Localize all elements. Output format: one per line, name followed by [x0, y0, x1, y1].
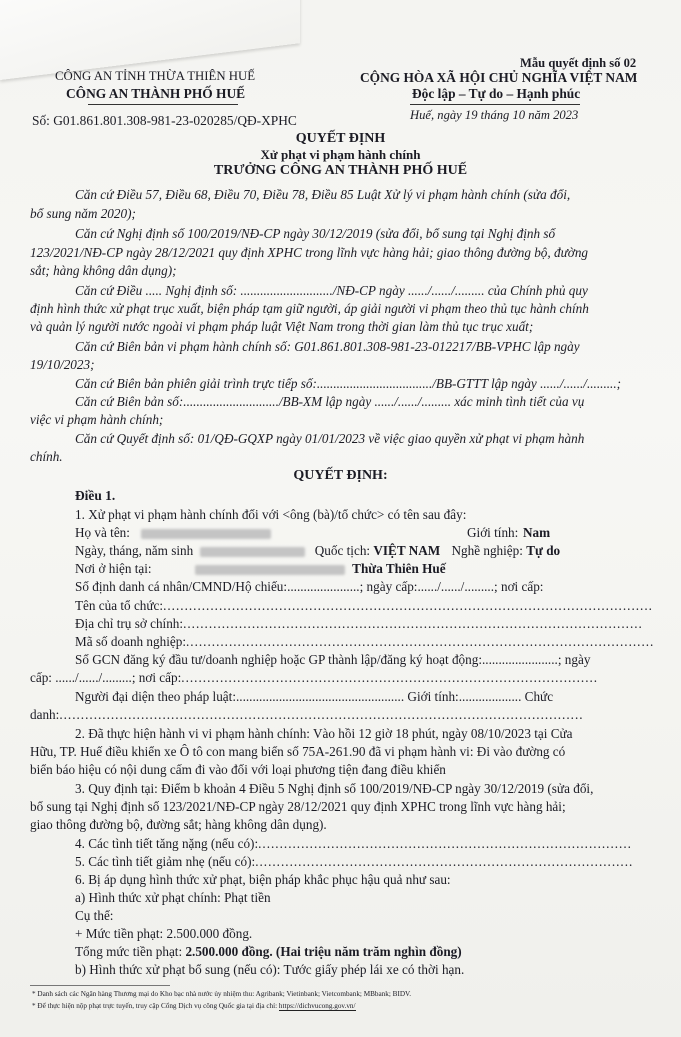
footnote-banks: * Danh sách các Ngân hàng Thương mại do Kho bạc nhà nước ủy nhiệm thu: Agribank; Vietinbank; Vietcombank; MBbank; BIDV. [32, 990, 412, 998]
gcn-row-1: Số GCN đăng ký đầu tư/doanh nghiệp hoặc GP thành lập/đăng ký hoạt động:.......................; ngày [75, 652, 591, 667]
item4-label: 4. Các tình tiết tăng nặng (nếu có): [75, 836, 259, 851]
penalty-amount: + Mức tiền phạt: 2.500.000 đồng. [75, 926, 253, 941]
preamble-line: Căn cứ Biên bản số:............................./BB-XM lập ngày ....../....../......... xác minh tình tiết của vụ [75, 394, 585, 409]
item3-line: bổ sung tại Nghị định số 123/2021/NĐ-CP ngày 28/12/2021 quy định XPHC trong lĩnh vực hàng hải; [30, 799, 566, 814]
preamble-line: Căn cứ Điều 57, Điều 68, Điều 70, Điều 78, Điều 85 Luật Xử lý vi phạm hành chính (sửa đổi, [75, 187, 571, 202]
item5-row: 5. Các tình tiết giảm nhẹ (nếu có):........................................................................................ [75, 854, 634, 869]
penalty-total-row [30, 943, 681, 960]
authority-title: TRƯỞNG CÔNG AN THÀNH PHỐ HUẾ [213, 163, 468, 178]
country-name: CỘNG HÒA XÃ HỘI CHỦ NGHĨA VIỆT NAM [360, 70, 638, 85]
motto-underline [410, 104, 580, 105]
gender-label: Giới tính: [467, 525, 519, 540]
agency-parent: CÔNG AN TỈNH THỪA THIÊN HUẾ [55, 69, 256, 83]
org-name-row: Tên của tổ chức:.................................................................................................................. [75, 598, 653, 613]
id-row: Số định danh cá nhân/CMND/Hộ chiếu:......................; ngày cấp:....../....../.........; nơi cấp: [75, 579, 544, 594]
preamble-line: 19/10/2023; [30, 357, 95, 372]
doc-subtitle: Xử phạt vi phạm hành chính [260, 147, 421, 162]
article-1: Điều 1. [75, 488, 116, 503]
nationality-value: VIỆT NAM [373, 543, 441, 558]
penalty-total-label: Tổng mức tiền phạt: [75, 944, 183, 959]
footnote-divider [30, 985, 170, 986]
name-row [75, 524, 665, 541]
item5-label: 5. Các tình tiết giảm nhẹ (nếu có): [75, 854, 256, 869]
preamble-line: Căn cứ Điều ..... Nghị định số: ............................/NĐ-CP ngày ....../....../......... của Chính phủ quy [75, 283, 588, 298]
preamble-line: 123/2021/NĐ-CP ngày 28/12/2021 quy định XPHC trong lĩnh vực hàng hải; giao thông đường bộ, đường [30, 245, 589, 260]
item3-line: giao thông đường bộ, đường sắt; hàng không dân dụng). [30, 817, 327, 832]
preamble-line: bổ sung năm 2020); [30, 206, 136, 221]
dob-row [75, 542, 665, 559]
dob-label: Ngày, tháng, năm sinh [75, 543, 194, 558]
nationality-label: Quốc tịch: [314, 543, 371, 558]
preamble-line: sắt; hàng không dân dụng); [30, 263, 177, 278]
job-value: Tự do [526, 543, 561, 558]
folded-corner [0, 0, 300, 80]
item2-line: Hữu, TP. Huế điều khiển xe Ô tô con mang biển số 75A-261.90 đã vi phạm hành vi: Đi vào đường có [30, 744, 566, 759]
agency-name: CÔNG AN THÀNH PHỐ HUẾ [66, 86, 246, 101]
preamble-line: Căn cứ Quyết định số: 01/QĐ-GQXP ngày 01/01/2023 về việc giao quyền xử phạt vi phạm hành [75, 431, 585, 446]
preamble-line: Căn cứ Biên bản phiên giải trình trực tiếp số:.................................../BB-GTTT lập ngày ....../....../.........; [75, 376, 622, 391]
rep-row-2-text: danh: [30, 707, 60, 722]
doc-title: QUYẾT ĐỊNH [295, 131, 386, 146]
address-row [75, 560, 665, 577]
decision-heading: QUYẾT ĐỊNH: [293, 468, 388, 483]
address-label: Nơi ở hiện tại: [75, 561, 152, 576]
org-address-row: Địa chỉ trụ sở chính:........................................................................................................... [75, 616, 643, 631]
item2-line: biển báo hiệu có nội dung cấm đi vào đối với loại phương tiện đang điều khiển [30, 762, 446, 777]
rep-row-2: danh:.......................................................................................................................... [30, 707, 584, 722]
org-code-label: Mã số doanh nghiệp: [75, 634, 186, 649]
preamble-line: định hình thức xử phạt trục xuất, biện pháp tạm giữ người, áp giải người vi phạm theo thủ tục hành chính [30, 301, 589, 316]
address-province: Thừa Thiên Huế [352, 561, 446, 576]
penalty-extra: b) Hình thức xử phạt bổ sung (nếu có): Tước giấy phép lái xe có thời hạn. [75, 962, 465, 977]
form-number: Mẫu quyết định số 02 [520, 56, 637, 70]
footnote-online: * Để thực hiện nộp phạt trực tuyến, truy cập Cổng Dịch vụ công Quốc gia tại địa chỉ: https://dichvucong.gov.vn/ [32, 1002, 356, 1010]
gender-value: Nam [523, 525, 551, 540]
name-label: Họ và tên: [75, 525, 130, 540]
place-date: Huế, ngày 19 tháng 10 năm 2023 [410, 108, 579, 122]
org-name-label: Tên của tổ chức: [75, 598, 164, 613]
motto: Độc lập – Tự do – Hạnh phúc [412, 86, 581, 101]
penalty-main: a) Hình thức xử phạt chính: Phạt tiền [75, 890, 271, 905]
job-label: Nghề nghiệp: [451, 543, 523, 558]
preamble-line: chính. [30, 449, 63, 464]
item6-row: 6. Bị áp dụng hình thức xử phạt, biện pháp khắc phục hậu quả như sau: [75, 872, 451, 887]
decision-number: Số: G01.861.801.308-981-23-020285/QĐ-XPHC [32, 113, 297, 128]
redacted-name [141, 529, 271, 539]
preamble-line: Căn cứ Biên bản vi phạm hành chính số: G01.861.801.308-981-23-012217/BB-VPHC lập ngày [75, 339, 580, 354]
preamble-line: Căn cứ Nghị định số 100/2019/NĐ-CP ngày 30/12/2019 (sửa đổi, bổ sung tại Nghị định số [75, 226, 556, 241]
preamble-line: và quản lý người nước ngoài vi phạm pháp luật Việt Nam trong thời gian làm thủ tục trục xuất; [30, 319, 534, 334]
item2-line: 2. Đã thực hiện hành vi vi phạm hành chính: Vào hồi 12 giờ 18 phút, ngày 08/10/2023 tại Cửa [75, 726, 573, 741]
footnote-online-text: Để thực hiện nộp phạt trực tuyến, truy cập Cổng Dịch vụ công Quốc gia tại địa chỉ: [37, 1002, 278, 1010]
redacted-address [195, 565, 345, 575]
penalty-total-value: 2.500.000 đồng. (Hai triệu năm trăm nghìn đồng) [185, 944, 462, 959]
agency-underline [88, 104, 238, 105]
preamble-line: việc vi phạm hành chính; [30, 412, 164, 427]
gcn-row-2: cấp: ....../....../.........; nơi cấp:................................................................................................. [30, 670, 599, 685]
rep-row-1: Người đại diện theo pháp luật:................................................... Giới tính:................... Chức [75, 689, 554, 704]
footnote-banks-text: Danh sách các Ngân hàng Thương mại do Kho bạc nhà nước ủy nhiệm thu: Agribank; Vietinbank; Vietcombank; MBbank; BIDV. [37, 990, 412, 998]
item3-line: 3. Quy định tại: Điểm b khoản 4 Điều 5 Nghị định số 100/2019/NĐ-CP ngày 30/12/2019 (sửa đổi, [75, 781, 594, 796]
item4-row: 4. Các tình tiết tăng nặng (nếu có):....................................................................................... [75, 836, 632, 851]
item1-intro: 1. Xử phạt vi phạm hành chính đối với <ông (bà)/tổ chức> có tên sau đây: [75, 507, 467, 522]
penalty-detail-label: Cụ thể: [75, 908, 114, 923]
dichvucong-link[interactable]: https://dichvucong.gov.vn/ [278, 1002, 356, 1010]
redacted-dob [200, 547, 305, 557]
org-address-label: Địa chỉ trụ sở chính: [75, 616, 184, 631]
gcn-row-2-text: cấp: ....../....../.........; nơi cấp: [30, 670, 182, 685]
org-code-row: Mã số doanh nghiệp:............................................................................................................. [75, 634, 655, 649]
